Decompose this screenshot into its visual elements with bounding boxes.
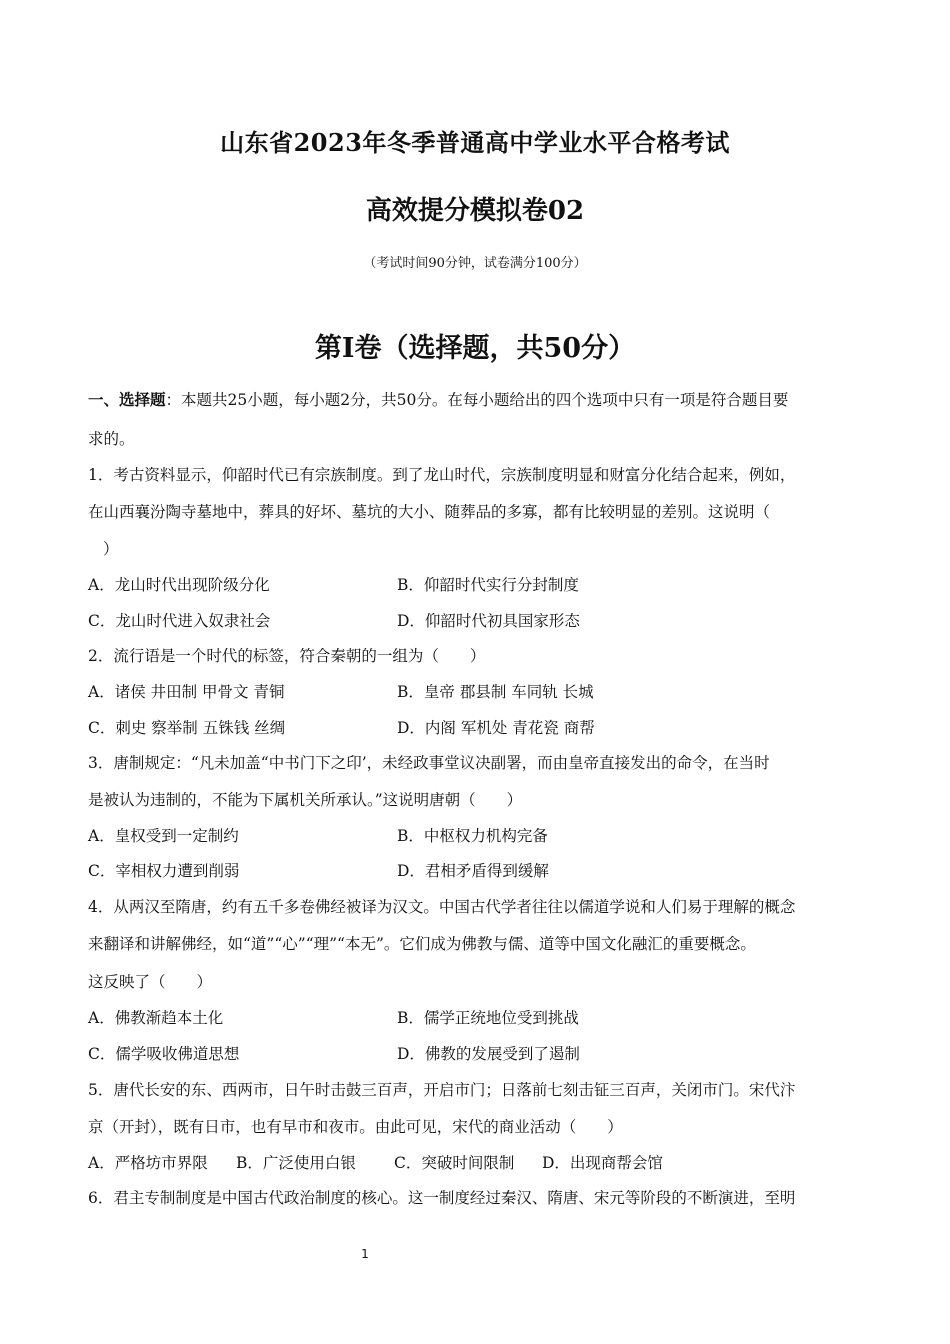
q1-option-c: C．龙山时代进入奴隶社会 [88,612,271,630]
q4-stem-2: 来翻译和讲解佛经，如“道”“心”“理”“本无”。它们成为佛教与儒、道等中国文化融汇的重要概念。 [88,935,756,953]
exam-time-note: （考试时间90分钟，试卷满分100分） [363,256,587,271]
q2-stem-1: 2．流行语是一个时代的标签，符合秦朝的一组为（ ） [88,647,486,665]
q5-option-d: D．出现商帮会馆 [542,1154,663,1172]
instructions-label: 一、选择题 [88,390,166,409]
q4-option-d: D．佛教的发展受到了遏制 [397,1045,580,1063]
q4-stem-3: 这反映了（ ） [88,973,213,991]
q4-option-c: C．儒学吸收佛道思想 [88,1045,240,1063]
q3-option-a: A．皇权受到一定制约 [88,827,239,845]
q1-stem-2: 在山西襄汾陶寺墓地中，葬具的好坏、墓坑的大小、随葬品的多寡，都有比较明显的差别。这说明（ [88,503,771,521]
q5-option-b: B．广泛使用白银 [236,1154,356,1172]
q3-option-b: B．中枢权力机构完备 [397,827,548,845]
q2-option-d: D．内阁 军机处 青花瓷 商帮 [397,719,595,737]
q5-stem-2: 京（开封），既有日市，也有早市和夜市。由此可见，宋代的商业活动（ ） [88,1118,623,1136]
q2-option-a: A．诸侯 井田制 甲骨文 青铜 [88,683,285,701]
q4-stem-1: 4．从两汉至隋唐，约有五千多卷佛经被译为汉文。中国古代学者往往以儒道学说和人们易于理解的概念 [88,898,796,916]
q1-option-b: B．仰韶时代实行分封制度 [397,576,579,594]
exam-subtitle: 高效提分模拟卷02 [365,196,585,226]
q5-option-c: C．突破时间限制 [394,1154,515,1172]
q1-stem-1: 1．考古资料显示，仰韶时代已有宗族制度。到了龙山时代，宗族制度明显和财富分化结合起来，例如， [88,466,796,484]
q5-option-a: A．严格坊市界限 [88,1154,208,1172]
q1-option-d: D．仰韶时代初具国家形态 [397,612,580,630]
q5-stem-1: 5．唐代长安的东、西两市，日午时击鼓三百声，开启市门；日落前七刻击钲三百声，关闭市门。宋代汴 [88,1081,796,1099]
q2-option-c: C．刺史 察举制 五铢钱 丝绸 [88,719,286,737]
q3-stem-1: 3．唐制规定：“凡未加盖“中书门下之印’，未经政事堂议决副署，而由皇帝直接发出的命令，在当时 [88,754,770,772]
q3-option-d: D．君相矛盾得到缓解 [397,862,549,880]
section-heading: 第I卷（选择题，共50分） [314,333,636,364]
q2-option-b: B．皇帝 郡县制 车同轨 长城 [397,683,594,701]
exam-title: 山东省2023年冬季普通高中学业水平合格考试 [220,128,730,157]
instructions-text: ：本题共25小题，每小题2分，共50分。在每小题给出的四个选项中只有一项是符合题目要 [165,391,789,409]
q4-option-a: A．佛教渐趋本土化 [88,1009,224,1027]
page-number: 1 [361,1247,369,1261]
q1-option-a: A．龙山时代出现阶级分化 [88,576,270,594]
q4-option-b: B．儒学正统地位受到挑战 [397,1009,579,1027]
instructions-line [88,389,878,411]
instructions-cont: 求的。 [88,430,135,448]
q3-stem-2: 是被认为违制的，不能为下属机关所承认。”这说明唐朝（ ） [88,791,523,809]
q6-stem-1: 6．君主专制制度是中国古代政治制度的核心。这一制度经过秦汉、隋唐、宋元等阶段的不断演进，至明 [88,1189,796,1207]
q3-option-c: C．宰相权力遭到削弱 [88,862,240,880]
q1-stem-3: ） [103,540,119,558]
